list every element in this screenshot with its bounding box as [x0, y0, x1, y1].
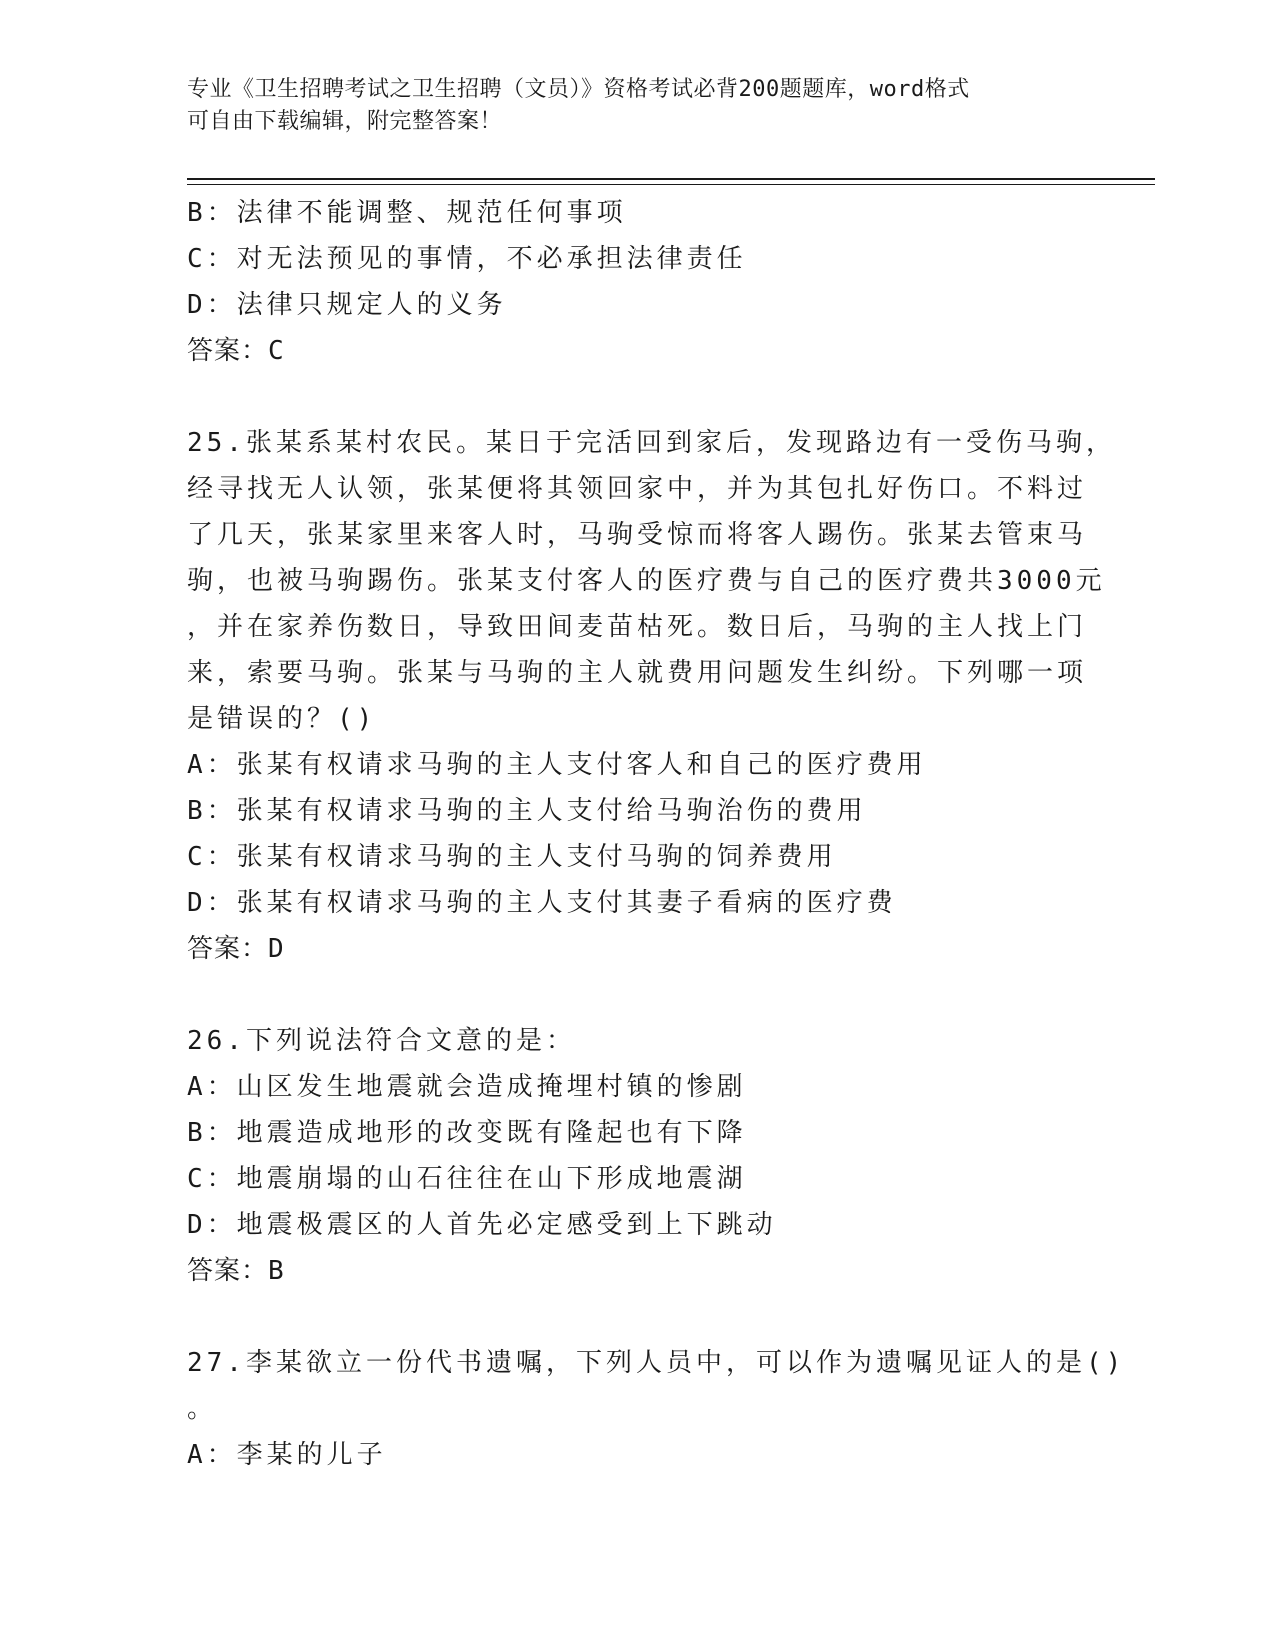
option-a: A：李某的儿子: [187, 1440, 387, 1470]
option-b: B：张某有权请求马驹的主人支付给马驹治伤的费用: [187, 796, 867, 826]
question-text-line: 经寻找无人认领，张某便将其领回家中，并为其包扎好伤口。不料过: [187, 474, 1088, 504]
question-spacer: [187, 374, 1087, 420]
question-text-line: 25.张某系某村农民。某日于完活回到家后，发现路边有一受伤马驹，: [187, 428, 1116, 458]
question-24: [187, 190, 1087, 374]
header-title-line-1: 专业《卫生招聘考试之卫生招聘（文员）》资格考试必背200题题库，word格式: [187, 77, 970, 102]
question-spacer: [187, 972, 1087, 1018]
option-a: A：张某有权请求马驹的主人支付客人和自己的医疗费用: [187, 750, 927, 780]
answer-label: 答案：B: [187, 1256, 285, 1286]
option-b: B：地震造成地形的改变既有隆起也有下降: [187, 1118, 747, 1148]
question-text-line: 26.下列说法符合文意的是：: [187, 1026, 576, 1056]
option-b: B：法律不能调整、规范任何事项: [187, 198, 627, 228]
question-text-line: 。: [187, 1394, 218, 1424]
answer-label: 答案：C: [187, 336, 285, 366]
header-title-line-2: 可自由下载编辑，附完整答案！: [187, 109, 503, 134]
question-text-line: 驹，也被马驹踢伤。张某支付客人的医疗费与自己的医疗费共3000元: [187, 566, 1106, 596]
option-c: C：张某有权请求马驹的主人支付马驹的饲养费用: [187, 842, 837, 872]
option-d: D：法律只规定人的义务: [187, 290, 507, 320]
question-content: [187, 190, 1126, 1478]
question-25: [187, 420, 1116, 972]
header-divider-thin: [187, 184, 1155, 185]
page-header: [187, 74, 1087, 138]
question-26: [187, 1018, 1087, 1294]
question-text-line: 来，索要马驹。张某与马驹的主人就费用问题发生纠纷。下列哪一项: [187, 658, 1088, 688]
option-d: D：张某有权请求马驹的主人支付其妻子看病的医疗费: [187, 888, 897, 918]
question-spacer: [187, 1294, 1087, 1340]
option-a: A：山区发生地震就会造成掩埋村镇的惨剧: [187, 1072, 747, 1102]
option-c: C：对无法预见的事情，不必承担法律责任: [187, 244, 747, 274]
question-text-line: 了几天，张某家里来客人时，马驹受惊而将客人踢伤。张某去管束马: [187, 520, 1088, 550]
header-divider-thick: [187, 178, 1155, 180]
answer-label: 答案：D: [187, 934, 285, 964]
question-27: [187, 1340, 1126, 1478]
question-text-line: 是错误的？(): [187, 704, 377, 734]
question-text-line: ，并在家养伤数日，导致田间麦苗枯死。数日后，马驹的主人找上门: [187, 612, 1088, 642]
question-text-line: 27.李某欲立一份代书遗嘱，下列人员中，可以作为遗嘱见证人的是(): [187, 1348, 1126, 1378]
option-d: D：地震极震区的人首先必定感受到上下跳动: [187, 1210, 777, 1240]
option-c: C：地震崩塌的山石往往在山下形成地震湖: [187, 1164, 747, 1194]
